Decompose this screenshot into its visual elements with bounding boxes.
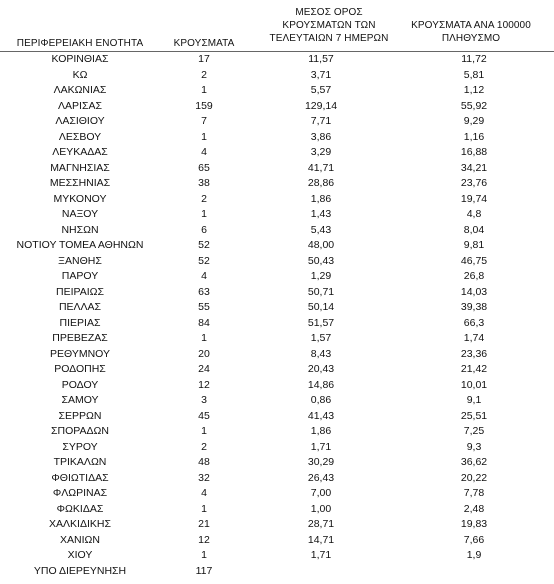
cell-cases: 1 [201, 549, 207, 561]
cell-avg7: 0,86 [310, 394, 332, 406]
cell-avg7: 28,71 [307, 518, 335, 530]
cell-cases: 52 [198, 254, 210, 267]
cell-per100k: 23,76 [460, 177, 488, 189]
cell-cases: 12 [198, 378, 210, 391]
table-row [0, 238, 554, 254]
header-per100k [394, 19, 548, 45]
table-row [0, 223, 554, 239]
cell-per100k: 26,8 [463, 270, 485, 282]
cell-per100k: 20,22 [460, 471, 488, 484]
table-row [0, 192, 554, 208]
cell-avg7: 41,71 [307, 161, 335, 174]
cell-per100k [394, 564, 554, 580]
cell-per100k: 10,01 [460, 378, 488, 391]
table-row [0, 424, 554, 440]
cell-per100k: 34,21 [460, 161, 488, 174]
cell-avg7: 1,57 [310, 332, 332, 344]
cell-region: ΤΡΙΚΑΛΩΝ [53, 456, 107, 468]
cell-cases: 55 [198, 301, 210, 313]
cell-region: ΣΕΡΡΩΝ [58, 409, 102, 422]
cell-per100k: 5,81 [463, 68, 485, 81]
cell-per100k: 16,88 [460, 146, 488, 158]
cell-region: ΣΠΟΡΑΔΩΝ [51, 425, 109, 437]
cell-avg7: 7,71 [310, 115, 332, 127]
cell-region: ΧΑΛΚΙΔΙΚΗΣ [49, 518, 111, 530]
cell-region: ΠΕΛΛΑΣ [58, 301, 102, 313]
cell-per100k: 7,78 [463, 487, 485, 499]
cell-cases: 4 [201, 487, 207, 499]
cell-avg7: 30,29 [307, 456, 335, 468]
cell-avg7: 129,14 [304, 99, 338, 112]
table-row [0, 378, 554, 394]
cell-avg7: 7,00 [310, 487, 332, 499]
cell-region: ΡΕΘΥΜΝΟΥ [49, 347, 110, 360]
table-row [0, 145, 554, 161]
cell-cases: 45 [198, 409, 210, 422]
cell-cases: 20 [198, 347, 210, 360]
cell-per100k: 1,9 [466, 549, 482, 561]
cell-per100k: 8,04 [463, 223, 485, 236]
cell-cases: 17 [198, 53, 210, 65]
cell-avg7: 14,86 [307, 378, 335, 391]
cell-cases: 2 [201, 68, 207, 81]
header-per100k-line1: ΚΡΟΥΣΜΑΤΑ ΑΝΑ 100000 [411, 20, 531, 31]
table-row [0, 440, 554, 456]
cell-cases: 3 [201, 394, 207, 406]
cell-avg7: 41,43 [307, 409, 335, 422]
cell-avg7: 8,43 [310, 347, 332, 360]
table-row [0, 83, 554, 99]
cell-per100k: 23,36 [460, 347, 488, 360]
table-row [0, 254, 554, 270]
cell-avg7: 1,29 [310, 270, 332, 282]
cell-region: ΝΑΞΟΥ [61, 208, 99, 220]
table-row [0, 362, 554, 378]
cell-region: ΣΑΜΟΥ [61, 394, 99, 406]
table-row [0, 347, 554, 363]
cell-avg7: 5,57 [310, 84, 332, 96]
cell-region: ΠΡΕΒΕΖΑΣ [52, 332, 108, 344]
cell-cases: 7 [201, 115, 207, 127]
cell-region: ΥΠΟ ΔΙΕΡΕΥΝΗΣΗ [33, 564, 127, 577]
cell-per100k: 46,75 [460, 254, 488, 267]
table-row [0, 99, 554, 115]
table-row [0, 68, 554, 84]
cell-region: ΝΗΣΩΝ [61, 223, 99, 236]
table-row [0, 269, 554, 285]
cell-cases: 4 [201, 146, 207, 158]
cell-avg7 [248, 564, 394, 580]
cell-region: ΝΟΤΙΟΥ ΤΟΜΕΑ ΑΘΗΝΩΝ [16, 239, 144, 251]
cell-region: ΚΟΡΙΝΘΙΑΣ [51, 53, 109, 65]
table-row [0, 331, 554, 347]
cell-cases: 63 [198, 285, 210, 298]
header-avg7-line2: ΚΡΟΥΣΜΑΤΩΝ ΤΩΝ [282, 20, 376, 31]
cell-region: ΠΑΡΟΥ [61, 270, 99, 282]
cell-per100k: 9,3 [466, 440, 482, 453]
cases-table [0, 52, 554, 579]
table-header [0, 6, 554, 50]
cell-cases: 2 [201, 440, 207, 453]
cell-cases: 1 [201, 502, 207, 515]
cell-avg7: 28,86 [307, 177, 335, 189]
cell-avg7: 11,57 [308, 53, 334, 65]
table-row [0, 316, 554, 332]
cell-cases: 65 [198, 161, 210, 174]
cell-region: ΛΕΥΚΑΔΑΣ [52, 146, 108, 158]
cell-region: ΣΥΡΟΥ [62, 440, 98, 453]
cell-cases: 38 [198, 177, 210, 189]
cell-region: ΜΥΚΟΝΟΥ [53, 192, 107, 205]
table-row [0, 285, 554, 301]
cell-per100k: 9,1 [466, 394, 482, 406]
cell-avg7: 3,29 [310, 146, 332, 158]
cell-cases: 21 [198, 518, 210, 530]
table-row [0, 564, 554, 580]
cell-region: ΞΑΝΘΗΣ [58, 254, 102, 267]
cell-cases: 1 [201, 332, 207, 344]
cell-avg7: 3,71 [310, 68, 332, 81]
cell-region: ΡΟΔΟΠΗΣ [54, 363, 106, 375]
table-body [0, 52, 554, 579]
cell-per100k: 66,3 [463, 316, 485, 329]
cell-cases: 1 [201, 130, 207, 143]
cell-region: ΜΑΓΝΗΣΙΑΣ [50, 161, 110, 174]
cell-cases: 48 [198, 456, 210, 468]
cell-per100k: 4,8 [466, 208, 482, 220]
cell-region: ΠΕΙΡΑΙΩΣ [56, 285, 104, 298]
cell-avg7: 1,86 [310, 425, 332, 437]
cell-per100k: 14,03 [460, 285, 488, 298]
table-row [0, 455, 554, 471]
cell-avg7: 1,86 [310, 192, 332, 205]
cell-avg7: 3,86 [310, 130, 332, 143]
cell-avg7: 48,00 [307, 239, 335, 251]
cell-per100k: 39,38 [460, 301, 488, 313]
table-row [0, 207, 554, 223]
cell-region: ΛΑΡΙΣΑΣ [58, 99, 102, 112]
table-row [0, 393, 554, 409]
cell-per100k: 1,16 [463, 130, 485, 143]
header-avg7-line1: ΜΕΣΟΣ ΟΡΟΣ [295, 7, 363, 18]
cell-per100k: 9,29 [463, 115, 485, 127]
cell-cases: 117 [195, 564, 213, 577]
cell-avg7: 1,71 [310, 440, 332, 453]
cell-region: ΛΕΣΒΟΥ [58, 130, 102, 143]
header-avg7 [264, 6, 394, 45]
cell-avg7: 5,43 [310, 223, 332, 236]
cell-cases: 1 [201, 208, 207, 220]
cell-cases: 12 [198, 533, 210, 546]
cell-avg7: 50,71 [307, 285, 335, 298]
cell-per100k: 1,74 [463, 332, 485, 344]
cell-region: ΛΑΚΩΝΙΑΣ [53, 84, 107, 96]
cell-per100k: 36,62 [460, 456, 488, 468]
cell-region: ΛΑΣΙΘΙΟΥ [55, 115, 105, 127]
cell-per100k: 7,66 [463, 533, 485, 546]
table-row [0, 548, 554, 564]
cell-avg7: 50,14 [307, 301, 335, 313]
cell-cases: 6 [201, 223, 207, 236]
cell-avg7: 50,43 [307, 254, 335, 267]
cell-avg7: 20,43 [307, 363, 335, 375]
cell-region: ΦΩΚΙΔΑΣ [56, 502, 104, 515]
table-row [0, 533, 554, 549]
table-row [0, 130, 554, 146]
cell-cases: 159 [195, 99, 213, 112]
cell-region: ΚΩ [72, 68, 88, 81]
table-row [0, 114, 554, 130]
cell-per100k: 2,48 [463, 502, 485, 515]
cell-avg7: 1,71 [310, 549, 332, 561]
cell-cases: 32 [198, 471, 210, 484]
header-avg7-line3: ΤΕΛΕΥΤΑΙΩΝ 7 ΗΜΕΡΩΝ [269, 33, 389, 44]
cell-per100k: 21,42 [460, 363, 488, 375]
cell-avg7: 26,43 [307, 471, 335, 484]
cell-avg7: 51,57 [307, 316, 335, 329]
table-row [0, 161, 554, 177]
cell-per100k: 11,72 [461, 53, 487, 65]
cell-region: ΦΘΙΩΤΙΔΑΣ [51, 471, 109, 484]
cell-avg7: 14,71 [307, 533, 335, 546]
cell-cases: 52 [198, 239, 210, 251]
cell-cases: 4 [201, 270, 207, 282]
cell-region: ΦΛΩΡΙΝΑΣ [52, 487, 108, 499]
cell-per100k: 7,25 [463, 425, 485, 437]
cell-region: ΧΙΟΥ [67, 549, 93, 561]
table-row [0, 471, 554, 487]
cell-cases: 1 [201, 84, 207, 96]
cell-region: ΡΟΔΟΥ [61, 378, 99, 391]
table-row [0, 486, 554, 502]
table-row [0, 176, 554, 192]
cell-region: ΜΕΣΣΗΝΙΑΣ [49, 177, 111, 189]
table-row [0, 502, 554, 518]
cell-region: ΧΑΝΙΩΝ [60, 533, 100, 546]
cell-avg7: 1,43 [310, 208, 332, 220]
cell-per100k: 25,51 [460, 409, 488, 422]
cell-cases: 2 [201, 192, 207, 205]
cell-cases: 24 [198, 363, 210, 375]
table-row [0, 52, 554, 68]
cell-per100k: 9,81 [463, 239, 485, 251]
header-per100k-line2: ΠΛΗΘΥΣΜΟ [441, 33, 501, 44]
table-row [0, 409, 554, 425]
cell-per100k: 55,92 [460, 99, 488, 112]
header-region: ΠΕΡΙΦΕΡΕΙΑΚΗ ΕΝΟΤΗΤΑ [16, 38, 144, 49]
table-row [0, 300, 554, 316]
cell-region: ΠΙΕΡΙΑΣ [59, 316, 101, 329]
cell-cases: 1 [201, 425, 207, 437]
cell-per100k: 19,74 [460, 192, 488, 205]
cell-avg7: 1,00 [310, 502, 332, 515]
table-row [0, 517, 554, 533]
cell-cases: 84 [198, 316, 210, 329]
header-cases: ΚΡΟΥΣΜΑΤΑ [173, 38, 235, 49]
cell-per100k: 1,12 [463, 84, 485, 96]
cell-per100k: 19,83 [460, 518, 488, 530]
